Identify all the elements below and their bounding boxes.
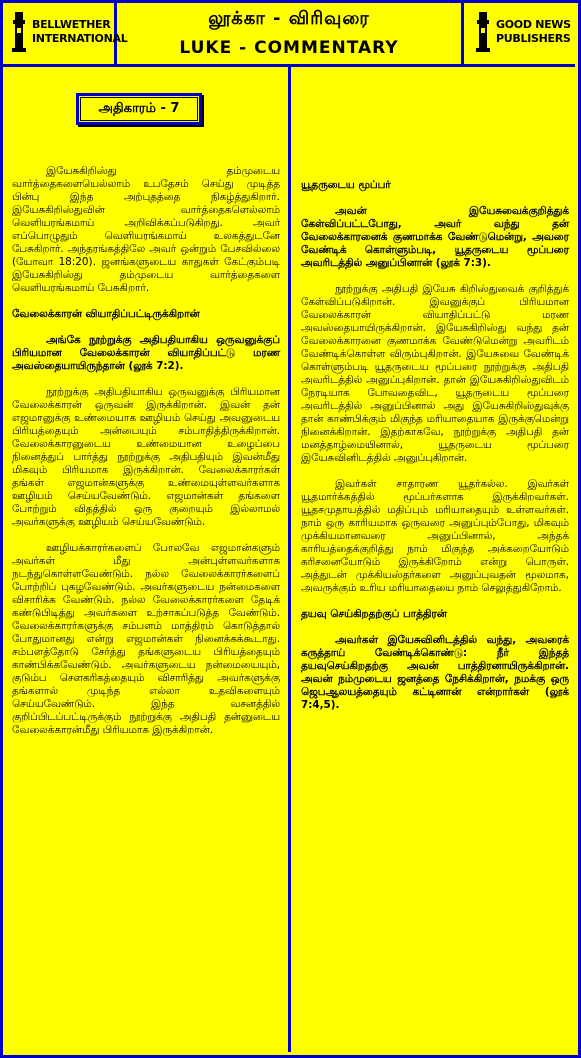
verse-quote: அங்கே நூற்றுக்கு அதிபதியாகிய ஒருவனுக்குப் பிரியமான வேலைக்காரன் வியாதிப்பட்டு மரண அவஸ்தையாயிருந்தான் (லூக் 7:2).	[12, 334, 280, 372]
title-english: LUKE - COMMENTARY	[179, 38, 399, 58]
paragraph: ஊழியக்காரர்களைப் போலவே எஜமான்களும் அவர்கள் மீது அன்புள்ளவர்களாக நடந்துகொள்ளவேண்டும். நல்ல வேலைக்காரர்களைப் போற்றிப் புகழவேண்டும். அவர்களுடைய நன்மைகளை விசாரிக்க வேண்டும். நல்ல வேலைக்காரர்களை தேடிக் கண்டுபிடித்து அவர்களை உற்சாகப்படுத்த வேண்டும். வேலைக்காரர்களுக்கு சம்பளம் மாத்திரம் கொடுத்தால் போதுமானது என்று எஜமான்கள் நினைக்கக்கூடாது. சம்பளத்தோடு சேர்த்து தங்களுடைய பிரியத்தையும் காண்பிக்கவேண்டும். அவர்களுடைய நன்மையையும், குடும்ப சௌகரிகத்தையும் விசாரித்து அவர்களுக்கு தங்களால் முடிந்த எல்லா உதவிகளையும் செய்யவேண்டும். இந்த வசனத்தில் குறிப்பிடப்பட்டிருக்கும் நூற்றுக்கு அதிபதி தன்னுடைய வேலைக்காரன்மீது பிரியமாக இருக்கிறான்.	[12, 542, 280, 736]
logo-line-1: GOOD NEWS	[496, 18, 571, 31]
section-heading: வேலைக்காரன் வியாதிப்பட்டிருக்கிறான்	[12, 308, 200, 320]
logo-line-1: BELLWETHER	[32, 18, 111, 31]
title-tamil: லூக்கா - விரிவுரை	[208, 8, 370, 29]
verse-quote: அவர்கள் இயேசுவினிடத்தில் வந்து, அவரைக் கருத்தாய் வேண்டிக்கொண்டு: நீர் இந்தத் தயவுசெய்கிறதற்கு அவன் பாத்திரனாயிருக்கிறான். அவன் நம்முடைய ஜனத்தை நேசிக்கிறான், நமக்கு ஒரு ஜெபஆலயத்தையும் கட்டினான் என்றார்கள் (லூக் 7:4,5).	[301, 634, 569, 711]
paragraph: நூற்றுக்கு அதிபதி இயேசு கிறிஸ்துவைக் குறித்துக் கேள்விப்படுகிறான். இவனுக்குப் பிரியமான வேலைக்காரன் வியாதிப்பட்டு மரண அவஸ்தையாயிருக்கிறான். இயேசுகிறிஸ்து வந்து தன் வேலைக்காரனை குணமாக்க வேண்டுமென்று அவரிடம் வேண்டிக்கொள்ள விரும்புகிறான். இயேசுவை வேண்டிக் கொள்ளும்படி யூதருடைய மூப்பரை நூற்றுக்கு அதிபதி அவரிடத்தில் அனுப்புகிறான். தான் இயேசுகிறிஸ்துவிடம் நேரடியாக போவதைவிட, யூதருடைய மூப்பரை அவரிடத்தில் அனுப்பினால் அது இயேசுகிறிஸ்துவுக்கு தான் காண்பிக்கும் மிகுந்த மரியாதையாக இருக்குமென்று நினைக்கிறான். இதற்காகவே, நூற்றுக்கு அதிபதி தன் மனத்தாழ்மையினால், யூதருடைய மூப்பரை இயேசுவினிடத்தில் அனுப்புகிறான்.	[301, 283, 569, 464]
chapter-heading: அதிகாரம் - 7	[76, 93, 202, 125]
paragraph: இவர்கள் சாதாரண யூதர்கல்ல. இவர்கள் யூதமார்க்கத்தில் மூப்பர்களாக இருக்கிறவர்கள். யூதசமுதாயத்தில் மதிப்பும் மரியாதையும் உள்ளவர்கள். நாம் ஒரு காரியமாக ஒருவரை அனுப்பும்போது, மிகவும் முக்கியமானவரை அனுப்பினால், அந்தக் காரியத்தைக்குறித்து நாம் மிகுந்த அக்கறையோடும் கரிசனையோடும் இருக்கிறோம் என்று பொருள். அத்துடன் முக்கியஸ்தர்களை அனுப்புவதன் மூலமாக, அவருக்கும் உரிய மரியாதையை நாம் செலுத்துகிறோம்.	[301, 478, 569, 594]
good-news-logo	[472, 8, 572, 56]
paragraph: இயேசுகிறிஸ்து தம்முடைய வார்த்தைகளையெல்லாம் உபதேசம் செய்து முடித்த பின்பு இந்த அற்புதத்தை நிகழ்த்துகிறார். இயேசுகிறிஸ்துவின் வார்த்தைகளெல்லாம் வெளியரங்கமாய் அறிவிக்கப்படுகிறது. அவர் எப்பொழுதும் வெளியரங்கமாய் உலகத்துடனே பேசுகிறார். அந்தரங்கத்திலே அவர் ஒன்றும் பேசவில்லை (யோவா 18:20). ஜனங்களுடைய காதுகள் கேட்கும்படி இயேசுகிறிஸ்து தம்முடைய வார்த்தைகளை வெளியரங்கமாய் பேசுகிறார்.	[12, 165, 280, 294]
logo-line-2: PUBLISHERS	[496, 32, 571, 45]
paragraph: நூற்றுக்கு அதிபதியாகிய ஒருவனுக்கு பிரியமான வேலைக்காரன் ஒருவன் இருக்கிறான். இவன் தன் எஜமானுக்கு உண்மையாக ஊழியம் செய்து அவனுடைய பிரியத்தையும் அன்பையும் சம்பாதித்திருக்கிறான். வேலைக்காரனுடைய உண்மையான உழைப்பை நினைத்துப் பார்த்து நூற்றுக்கு அதிபதியும் இவன்மீது மிகவும் பிரியமாக இருக்கிறான். வேலைக்காரர்கள் தங்கள் எஜமான்களுக்கு உண்மையுள்ளவர்களாக ஊழியம் செய்யவேண்டும். எஜமான்கள் தங்களை போற்றும் விதத்தில் ஒரு குறையும் இல்லாமல் அவர்களுக்கு ஊழியம் செய்யவேண்டும்.	[12, 386, 280, 528]
tower-icon	[476, 10, 490, 52]
tower-icon	[12, 10, 26, 52]
header	[0, 0, 575, 67]
column-divider	[288, 67, 291, 1052]
bellwether-logo	[8, 8, 128, 56]
good-news-logo-cell	[461, 0, 578, 64]
left-column	[12, 67, 280, 737]
section-heading: யூதருடைய மூப்பர்	[301, 179, 391, 191]
logo-line-2: INTERNATIONAL	[32, 32, 128, 45]
title-block	[117, 0, 461, 64]
verse-quote: அவன் இயேசுவைக்குறித்துக் கேள்விப்பட்டபோது, அவர் வந்து தன் வேலைக்காரனைக் குணமாக்க வேண்டுமென்று, அவரை வேண்டிக் கொள்ளும்படி, யூதருடைய மூப்பரை அவரிடத்தில் அனுப்பினான் (லூக் 7:3).	[301, 205, 569, 269]
bellwether-logo-cell	[0, 0, 128, 64]
right-column	[301, 67, 569, 712]
section-heading: தயவு செய்கிறதற்குப் பாத்திரன்	[301, 608, 447, 620]
